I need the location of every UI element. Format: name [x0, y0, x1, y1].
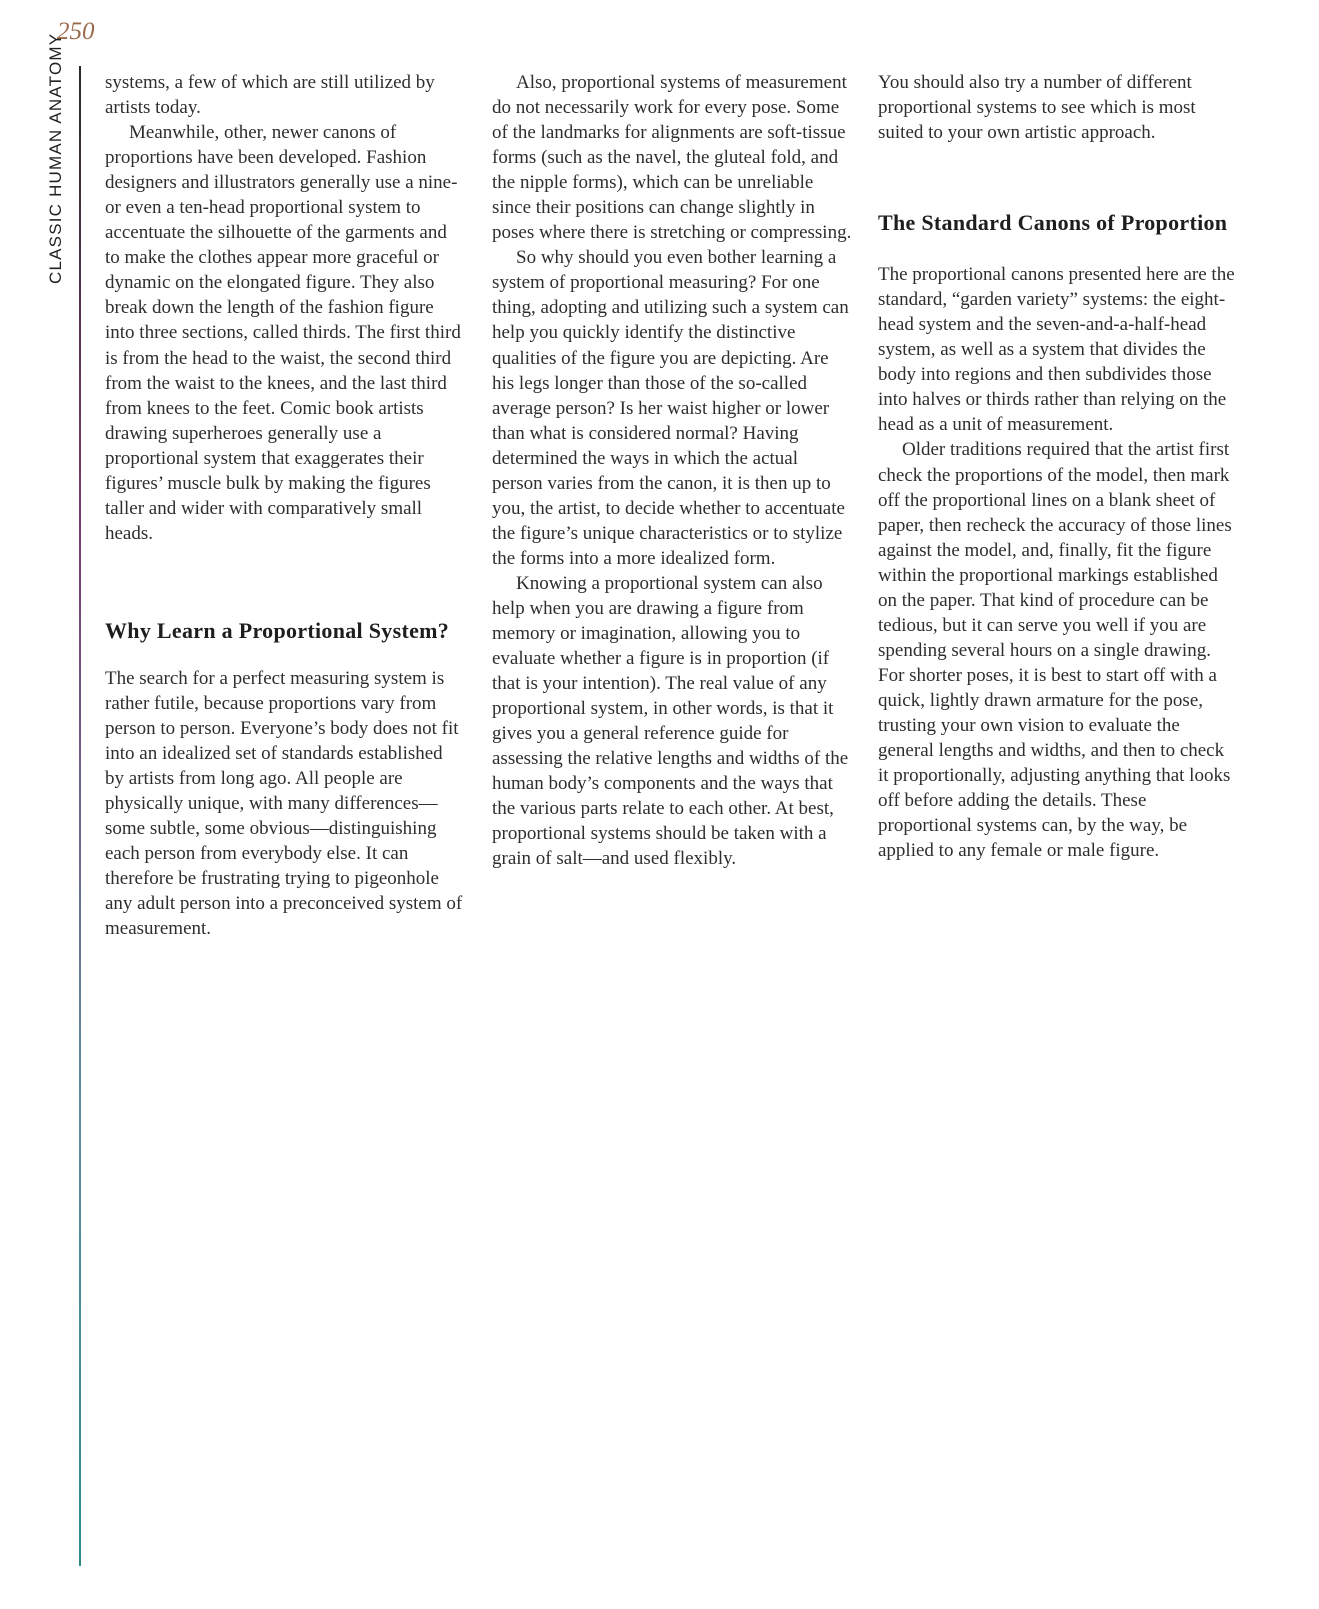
text-column-1 [105, 70, 465, 941]
paragraph: Meanwhile, other, newer canons of proportions have been developed. Fashion designers and illustrators generally use a nine- or even a ten-head proportional system to accentuate the silhouette of the garments and to make the clothes appear more graceful or dynamic on the elongated figure. They also break down the length of the fashion figure into three sections, called thirds. The first third is from the head to the waist, the second third from the waist to the knees, and the last third from knees to the feet. Comic book artists drawing superheroes generally use a proportional system that exaggerates their figures’ muscle bulk by making the figures taller and wider with comparatively small heads. [105, 122, 461, 544]
text-column-2 [492, 70, 852, 872]
side-rule [79, 66, 81, 1566]
page-number: 250 [57, 18, 95, 45]
paragraph: The proportional canons presented here are the standard, “garden variety” systems: the eight-head system and the seven-and-a-half-head system, as well as a system that divides the body into regions and then subdivides those into halves or thirds rather than relying on the head as a unit of measurement. [878, 264, 1235, 436]
paragraph: Older traditions required that the artist first check the proportions of the model, then mark off the proportional lines on a blank sheet of paper, then recheck the accuracy of those lines against the model, and, finally, fit the figure within the proportional markings established on the paper. That kind of procedure can be tedious, but it can serve you well if you are spending several hours on a single drawing. For shorter poses, it is best to start off with a quick, lightly drawn armature for the pose, trusting your own vision to evaluate the general lengths and widths, and then to check it proportionally, adjusting anything that looks off before adding the details. These proportional systems can, by the way, be applied to any female or male figure. [878, 439, 1232, 862]
text-column-3 [878, 70, 1238, 863]
paragraph: Knowing a proportional system can also help when you are drawing a figure from memory or imagination, allowing you to evaluate whether a figure is in proportion (if that is your intention). The real value of any proportional system, in other words, is that it gives you a general reference guide for assessing the relative lengths and widths of the human body’s components and the ways that the various parts relate to each other. At best, proportional systems should be taken with a grain of salt—and used flexibly. [492, 572, 849, 870]
section-heading: Why Learn a Proportional System? [105, 617, 450, 643]
running-head: CLASSIC HUMAN ANATOMY [46, 32, 65, 284]
paragraph: Also, proportional systems of measurement do not necessarily work for every pose. Some of the landmarks for alignments are soft-tissue forms (such as the navel, the gluteal fold, and the nipple forms), which can be unreliable since their positions can change slightly in poses where there is stretching or compressing. [492, 72, 852, 244]
paragraph: The search for a perfect measuring system is rather futile, because proportions vary from person to person. Everyone’s body does not fit into an idealized set of standards established by artists from long ago. All people are physically unique, with many differences—some subtle, some obvious—distinguishing each person from everybody else. It can therefore be frustrating trying to pigeonhole any adult person into a preconceived system of measurement. [105, 667, 463, 940]
section-heading: The Standard Canons of Proportion [878, 210, 1228, 236]
paragraph: You should also try a number of different proportional systems to see which is most suited to your own artistic approach. [878, 72, 1196, 144]
paragraph: So why should you even bother learning a system of proportional measuring? For one thing, adopting and utilizing such a system can help you quickly identify the distinctive qualities of the figure you are depicting. Are his legs longer than those of the so-called average person? Is her waist higher or lower than what is considered normal? Having determined the ways in which the actual person varies from the canon, it is then up to you, the artist, to decide whether to accentuate the figure’s unique characteristics or to stylize the forms into a more idealized form. [492, 247, 849, 569]
paragraph: systems, a few of which are still utilized by artists today. [105, 72, 435, 119]
